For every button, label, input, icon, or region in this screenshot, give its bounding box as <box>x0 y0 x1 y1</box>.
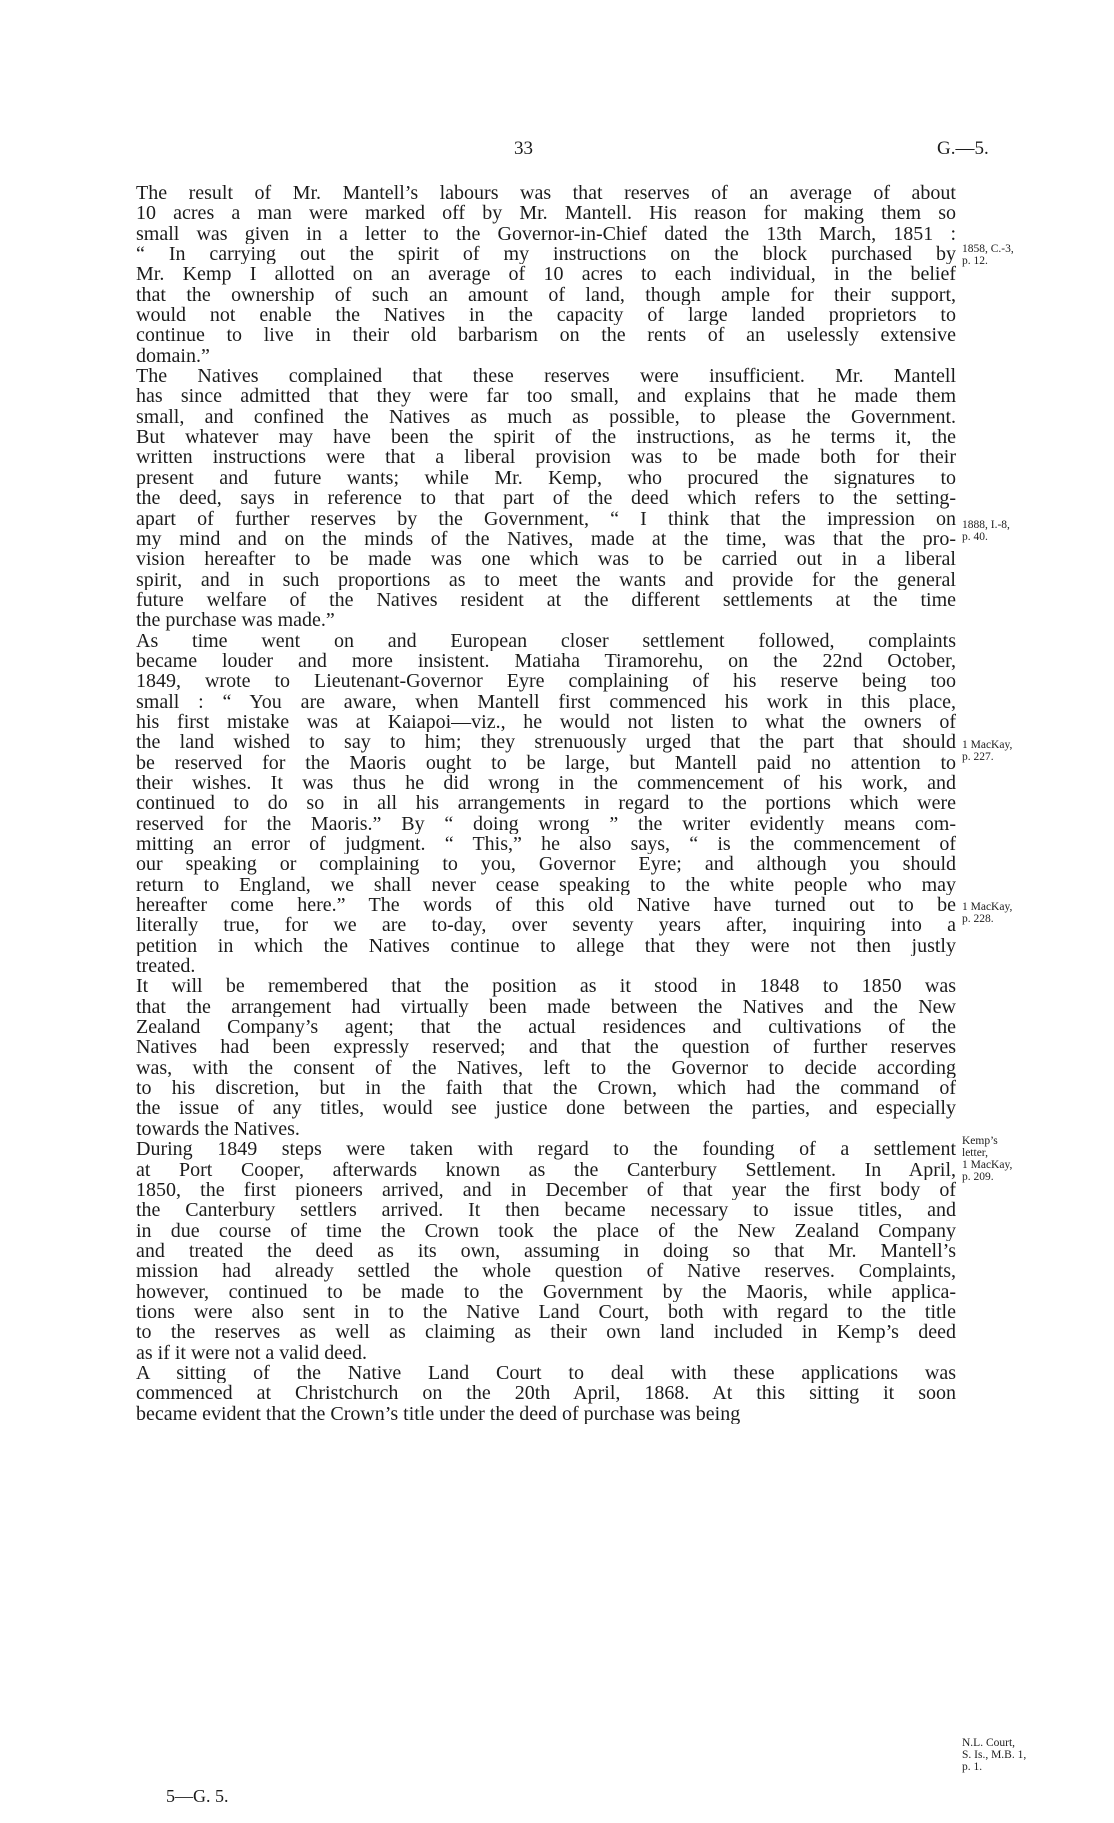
paragraph <box>100 976 956 1139</box>
text-line: continued to do so in all his arrangements in regard to the portions which were <box>136 793 956 814</box>
paragraph <box>100 183 956 366</box>
paragraph <box>100 1363 956 1424</box>
text-line: at Port Cooper, afterwards known as the Canterbury Settlement. In April, <box>136 1159 956 1180</box>
text-line: became evident that the Crown’s title under the deed of purchase was being <box>136 1403 741 1424</box>
text-line: Natives had been expressly reserved; and that the question of further reserves <box>136 1037 956 1058</box>
paragraph <box>100 366 956 630</box>
paragraph <box>100 631 956 977</box>
text-line: small : “ You are aware, when Mantell first commenced his work in this place, <box>136 691 956 712</box>
text-line: their wishes. It was thus he did wrong in the commencement of his work, and <box>136 772 956 794</box>
margin-note-line: N.L. Court, <box>962 1737 1016 1749</box>
text-line: as if it were not a valid deed. <box>136 1342 368 1363</box>
text-line: the deed, says in reference to that part of the deed which refers to the setting- <box>136 488 956 509</box>
margin-note-line: 1 MacKay, <box>962 901 1013 913</box>
text-line: the Canterbury settlers arrived. It then became necessary to issue titles, and <box>136 1200 956 1221</box>
text-line: the purchase was made.” <box>136 610 335 631</box>
text-line: future welfare of the Natives resident at the different settlements at the time <box>136 589 956 611</box>
text-line: present and future wants; while Mr. Kemp, who procured the signatures to <box>136 467 956 489</box>
text-line: the issue of any titles, would see justice done between the parties, and especially <box>136 1098 956 1119</box>
text-line: my mind and on the minds of the Natives, made at the time, was that the pro- <box>136 528 956 550</box>
text-line: 10 acres a man were marked off by Mr. Mantell. His reason for making them so <box>136 203 956 224</box>
document-reference: G.—5. <box>937 138 989 159</box>
text-line: commenced at Christchurch on the 20th April, 1868. At this sitting it soon <box>136 1383 956 1404</box>
margin-note <box>962 901 1112 925</box>
text-line: was, with the consent of the Natives, left to the Governor to decide according <box>136 1057 956 1079</box>
margin-note <box>962 519 1112 543</box>
text-line: written instructions were that a liberal provision was to be made both for their <box>136 447 956 468</box>
text-line: hereafter come here.” The words of this old Native have turned out to be <box>136 895 956 916</box>
text-line: The result of Mr. Mantell’s labours was that reserves of an average of about <box>136 183 956 204</box>
text-line: The Natives complained that these reserves were insufficient. Mr. Mantell <box>136 366 956 387</box>
text-line: be reserved for the Maoris ought to be large, but Mantell paid no attention to <box>136 752 956 773</box>
text-line: But whatever may have been the spirit of the instructions, as he terms it, the <box>136 427 956 448</box>
text-line: small, and confined the Natives as much as possible, to please the Government. <box>136 406 956 428</box>
text-line: mission had already settled the whole question of Native reserves. Complaints, <box>136 1261 956 1282</box>
text-line: our speaking or complaining to you, Governor Eyre; and although you should <box>136 854 956 875</box>
text-line: tions were also sent in to the Native Land Court, both with regard to the title <box>136 1301 956 1323</box>
text-line: Zealand Company’s agent; that the actual residences and cultivations of the <box>136 1017 956 1038</box>
text-line: return to England, we shall never cease speaking to the white people who may <box>136 874 956 896</box>
text-line: treated. <box>136 956 196 977</box>
text-line: spirit, and in such proportions as to meet the wants and provide for the general <box>136 569 956 590</box>
text-line: towards the Natives. <box>136 1118 300 1140</box>
text-line: 1849, wrote to Lieutenant-Governor Eyre complaining of his reserve being too <box>136 671 956 692</box>
margin-note-line: S. Is., M.B. 1, <box>962 1749 1027 1761</box>
text-line: It will be remembered that the position as it stood in 1848 to 1850 was <box>136 976 956 997</box>
margin-note-line: 1858, C.-3, <box>962 243 1014 255</box>
text-line: domain.” <box>136 345 210 367</box>
text-line: small was given in a letter to the Governor-in-Chief dated the 13th March, 1851 : <box>136 223 956 245</box>
margin-note-line: 1 MacKay, <box>962 739 1013 751</box>
margin-note <box>962 243 1112 267</box>
margin-note-line: p. 227. <box>962 751 994 763</box>
margin-note-line: p. 228. <box>962 913 994 925</box>
text-line: “ In carrying out the spirit of my instructions on the block purchased by <box>136 244 956 265</box>
text-line: to the reserves as well as claiming as their own land included in Kemp’s deed <box>136 1322 956 1343</box>
margin-note-line: p. 40. <box>962 531 988 543</box>
text-line: As time went on and European closer settlement followed, complaints <box>136 630 956 651</box>
text-line: A sitting of the Native Land Court to deal with these applications was <box>136 1362 956 1384</box>
margin-note-line: Kemp’s <box>962 1135 998 1147</box>
printer-signature: 5—G. 5. <box>166 1786 229 1806</box>
margin-note-line: 1888, I.-8, <box>962 519 1010 531</box>
text-line: in due course of time the Crown took the place of the New Zealand Company <box>136 1220 956 1241</box>
text-line: continue to live in their old barbarism on the rents of an uselessly extensive <box>136 325 956 346</box>
text-line: that the arrangement had virtually been made between the Natives and the New <box>136 996 956 1018</box>
text-line: would not enable the Natives in the capacity of large landed proprietors to <box>136 305 956 326</box>
text-line: During 1849 steps were taken with regard to the founding of a settlement <box>136 1139 956 1160</box>
text-line: vision hereafter to be made was one which was to be carried out in a liberal <box>136 549 956 570</box>
text-line: to his discretion, but in the faith that the Crown, which had the command of <box>136 1078 956 1099</box>
paragraph <box>100 1139 956 1363</box>
margin-note-line: p. 209. <box>962 1171 994 1183</box>
margin-note-line: letter, <box>962 1147 989 1159</box>
text-line: became louder and more insistent. Matiaha Tiramorehu, on the 22nd October, <box>136 650 956 672</box>
margin-note <box>962 739 1112 763</box>
page-number: 33 <box>514 138 533 159</box>
main-text <box>100 183 956 1424</box>
text-line: however, continued to be made to the Government by the Maoris, while applica- <box>136 1281 956 1302</box>
text-line: Mr. Kemp I allotted on an average of 10 acres to each individual, in the belief <box>136 264 956 285</box>
margin-note <box>962 1135 1112 1183</box>
margin-note <box>962 1737 1112 1773</box>
text-line: literally true, for we are to-day, over seventy years after, inquiring into a <box>136 915 956 936</box>
margin-note-line: p. 12. <box>962 255 988 267</box>
text-line: has since admitted that they were far too small, and explains that he made them <box>136 386 956 407</box>
text-line: mitting an error of judgment. “ This,” he also says, “ is the commencement of <box>136 834 956 855</box>
text-line: and treated the deed as its own, assuming in doing so that Mr. Mantell’s <box>136 1240 956 1262</box>
text-line: petition in which the Natives continue to allege that they were not then justly <box>136 935 956 957</box>
text-line: the land wished to say to him; they strenuously urged that the part that should <box>136 732 956 753</box>
text-line: that the ownership of such an amount of land, though ample for their support, <box>136 284 956 306</box>
text-line: 1850, the first pioneers arrived, and in December of that year the first body of <box>136 1179 956 1201</box>
text-line: apart of further reserves by the Government, “ I think that the impression on <box>136 508 956 529</box>
text-line: reserved for the Maoris.” By “ doing wrong ” the writer evidently means com- <box>136 813 956 834</box>
margin-note-line: 1 MacKay, <box>962 1159 1013 1171</box>
margin-note-line: p. 1. <box>962 1761 983 1773</box>
text-line: his first mistake was at Kaiapoi—viz., he would not listen to what the owners of <box>136 711 956 733</box>
